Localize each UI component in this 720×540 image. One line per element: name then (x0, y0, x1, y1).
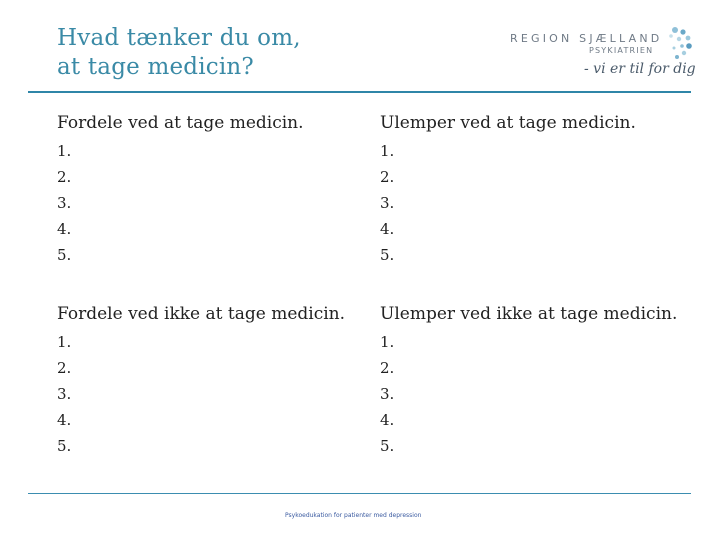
list-item: 1. (57, 142, 72, 160)
list-item: 1. (380, 333, 395, 351)
section-cons-taking (380, 111, 636, 268)
list-item: 3. (57, 385, 72, 403)
top-divider (28, 91, 691, 93)
title-line-2: at tage medicin? (57, 54, 254, 80)
list-item: 5. (57, 246, 72, 264)
region-logo (508, 26, 694, 90)
section-pros-taking (57, 111, 304, 268)
page-title (57, 24, 301, 82)
list-item: 5. (380, 437, 395, 455)
logo-tagline: - vi er til for dig (584, 61, 696, 77)
list-item: 3. (380, 194, 395, 212)
bottom-divider (28, 493, 691, 494)
logo-brand-text: REGION SJÆLLAND (510, 32, 663, 45)
list-item: 3. (57, 194, 72, 212)
list-item: 2. (57, 359, 72, 377)
list-item: 4. (380, 220, 395, 238)
list-item: 2. (57, 168, 72, 186)
list-item: 4. (57, 411, 72, 429)
logo-sub-text: PSYKIATRIEN (589, 46, 654, 55)
section-pros-not-taking (57, 302, 345, 459)
section-heading: Ulemper ved ikke at tage medicin. (380, 304, 678, 324)
section-heading: Ulemper ved at tage medicin. (380, 113, 636, 133)
dot-cluster-icon (662, 26, 694, 70)
list-item: 1. (380, 142, 395, 160)
title-line-1: Hvad tænker du om, (57, 25, 301, 51)
footer-text: Psykoedukation for patienter med depression (285, 512, 422, 519)
list-item: 1. (57, 333, 72, 351)
section-cons-not-taking (380, 302, 677, 459)
list-item: 5. (380, 246, 395, 264)
section-heading: Fordele ved at tage medicin. (57, 113, 304, 133)
list-item: 4. (380, 411, 395, 429)
list-item: 4. (57, 220, 72, 238)
list-item: 2. (380, 359, 395, 377)
section-heading: Fordele ved ikke at tage medicin. (57, 304, 346, 324)
list-item: 2. (380, 168, 395, 186)
list-item: 3. (380, 385, 395, 403)
list-item: 5. (57, 437, 72, 455)
